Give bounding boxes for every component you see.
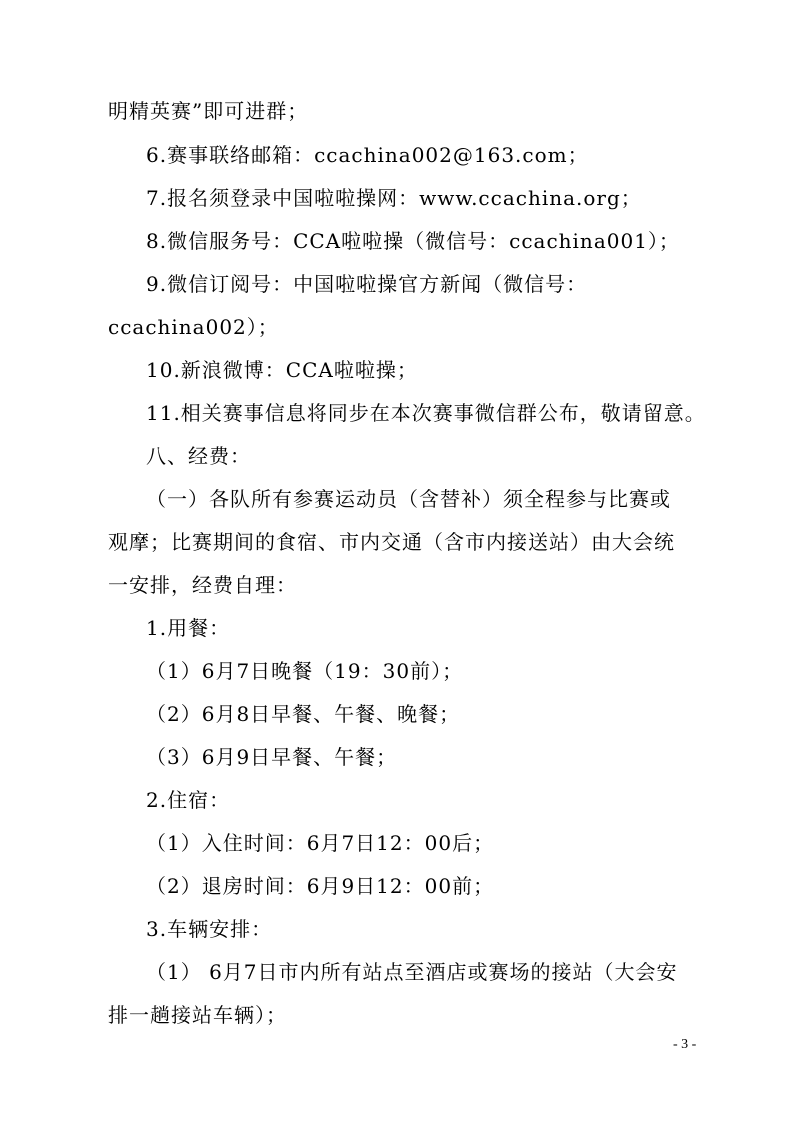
text-line-pickup-june-7-continued: 排一趟接站车辆）； [108, 1003, 287, 1027]
subheading-vehicles: 3.车辆安排： [146, 917, 273, 941]
text-line-wechat-subscription-continued: ccachina002）； [108, 315, 279, 339]
text-line-event-info-notice: 11.相关赛事信息将同步在本次赛事微信群公布，敬请留意。 [146, 401, 706, 425]
text-line-meal-june-9: （3）6月9日早餐、午餐； [146, 745, 398, 769]
text-line-expenses-para-1: （一）各队所有参赛运动员（含替补）须全程参与比赛或 [146, 487, 671, 511]
text-line-wechat-subscription: 9.微信订阅号：中国啦啦操官方新闻（微信号： [146, 272, 588, 296]
text-line-registration-site: 7.报名须登录中国啦啦操网：www.ccachina.org； [146, 186, 642, 210]
subheading-meals: 1.用餐： [146, 616, 231, 640]
text-line-expenses-para-2: 观摩；比赛期间的食宿、市内交通（含市内接送站）由大会统 [108, 530, 675, 554]
text-line-expenses-para-3: 一安排，经费自理： [108, 573, 297, 597]
text-line-check-out: （2）退房时间：6月9日12：00前； [146, 874, 495, 898]
text-line-weibo: 10.新浪微博：CCA啦啦操； [146, 358, 418, 382]
text-line-meal-june-7: （1）6月7日晚餐（19：30前）； [146, 659, 464, 683]
text-line-contact-email: 6.赛事联络邮箱：ccachina002@163.com； [146, 143, 589, 167]
text-line-wechat-service: 8.微信服务号：CCA啦啦操（微信号：ccachina001）； [146, 229, 680, 253]
text-line-meal-june-8: （2）6月8日早餐、午餐、晚餐； [146, 702, 461, 726]
subheading-accommodation: 2.住宿： [146, 788, 231, 812]
section-heading-expenses: 八、经费： [146, 444, 251, 468]
page-number: - 3 - [673, 1037, 697, 1052]
text-line-check-in: （1）入住时间：6月7日12：00后； [146, 831, 495, 855]
text-line-wechat-group-continued: 明精英赛”即可进群； [108, 99, 309, 123]
text-line-pickup-june-7: （1） 6月7日市内所有站点至酒店或赛场的接站（大会安 [146, 960, 678, 984]
